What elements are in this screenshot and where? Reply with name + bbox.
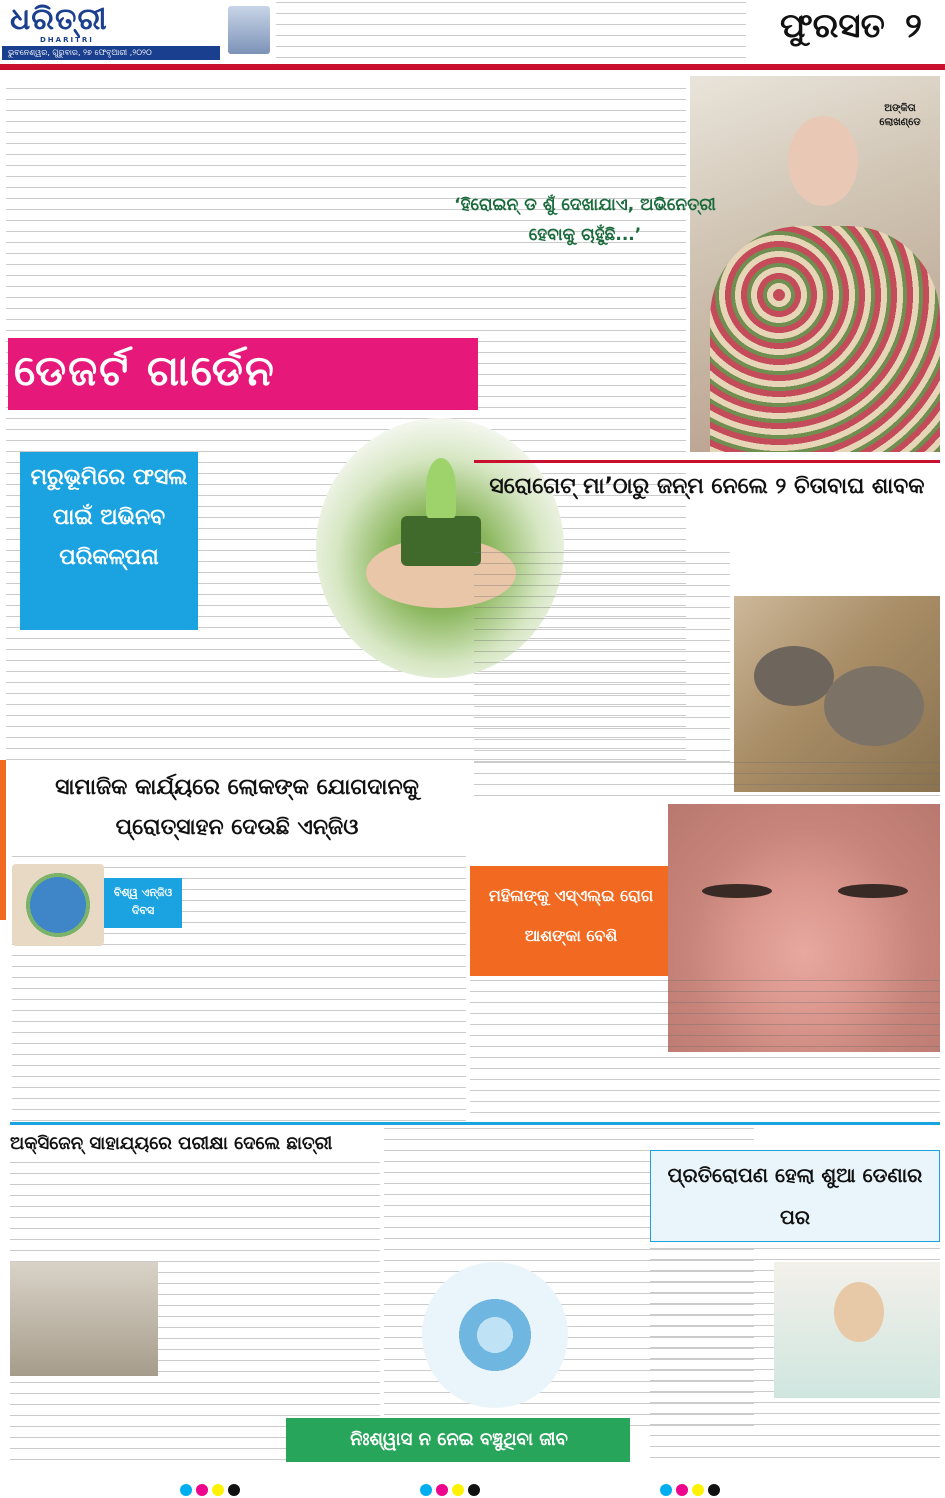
- page-number: ୨: [905, 6, 922, 46]
- advertisement-photo: [228, 6, 270, 54]
- desert-headline: ଡେଜର୍ଟ ଗାର୍ଡେନ: [14, 346, 276, 395]
- ngo-badge-line: ବିଶ୍ୱ ଏନ୍‌ଜିଓ: [113, 886, 173, 899]
- newspaper-logo-sub: DHARITRI: [40, 36, 94, 44]
- actress-name-caption: ଅଙ୍କିତା ଲୋଖଣ୍ଡେ: [879, 103, 921, 128]
- top-news-strip: [276, 2, 746, 60]
- body-text-lines: [474, 552, 730, 762]
- eye-shape: [838, 884, 908, 898]
- globe-photo: [12, 864, 104, 946]
- cheetah-article-body: [474, 552, 730, 762]
- microbe-illustration: [422, 1262, 568, 1408]
- sprout-shape: [426, 458, 456, 518]
- cub-shape: [824, 666, 924, 746]
- desert-subhead: ମରୁଭୂମିରେ ଫସଲ ପାଇଁ ଅଭିନବ ପରିକଳ୍ପନା: [30, 465, 188, 570]
- eye-shape: [702, 884, 772, 898]
- newspaper-logo: ଧରିତ୍ରୀ: [10, 2, 108, 37]
- face-shape: [834, 1282, 884, 1342]
- registration-dot: [708, 1484, 720, 1496]
- oxygen-headline: ଅକ୍ସିଜେନ୍ ସାହାଯ୍ୟରେ ପରୀକ୍ଷା ଦେଲେ ଛାତ୍ରୀ: [10, 1133, 333, 1154]
- dateline: ଭୁବନେଶ୍ୱର, ଗୁରୁବାର, ୨୭ ଫେବୃଆରୀ ,୨୦୨୦: [2, 46, 220, 60]
- registration-dot: [420, 1484, 432, 1496]
- soil-block-shape: [401, 516, 481, 566]
- body-text-lines: [276, 2, 746, 60]
- surgeon-parrot-photo: [774, 1262, 940, 1398]
- cheetah-section-rule: [474, 460, 940, 463]
- ngo-badge-line: ଦିବସ: [131, 904, 155, 917]
- registration-dot: [452, 1484, 464, 1496]
- registration-dot: [212, 1484, 224, 1496]
- ngo-accent-band: [0, 760, 6, 920]
- face-shape: [788, 116, 858, 206]
- registration-dot: [196, 1484, 208, 1496]
- microbe-headline: ନିଃଶ୍ୱାସ ନ ନେଇ ବଞ୍ଚୁଥିବା ଜୀବ: [350, 1429, 568, 1450]
- print-registration-marks: [0, 1472, 945, 1498]
- registration-dot: [660, 1484, 672, 1496]
- transplant-headline: ପ୍ରତିରୋପଣ ହେଲା ଶୁଆ ଡେଣାର ପର: [667, 1163, 923, 1229]
- cub-shape: [754, 646, 834, 706]
- ngo-day-badge: [104, 878, 182, 928]
- registration-dot: [228, 1484, 240, 1496]
- ngo-headline: ସାମାଜିକ କାର୍ଯ୍ୟରେ ଲୋକଙ୍କ ଯୋଗଦାନକୁ ପ୍ରୋତ୍ସାହନ ଦେଉଛି ଏନ୍‌ଜିଓ: [55, 775, 419, 840]
- skin-article-body: [470, 980, 940, 1120]
- actress-photo: [690, 76, 940, 452]
- registration-dot: [692, 1484, 704, 1496]
- registration-dot: [676, 1484, 688, 1496]
- registration-dot: [468, 1484, 480, 1496]
- student-exam-photo: [10, 1262, 158, 1376]
- registration-dot: [436, 1484, 448, 1496]
- section-title: ଫୁରସତ: [780, 6, 885, 46]
- cheetah-headline: ସରୋଗେଟ୍ ମା’ଠାରୁ ଜନ୍ମ ନେଲେ ୨ ଚିତାବାଘ ଶାବକ: [489, 474, 925, 499]
- body-text-lines: [474, 762, 940, 802]
- floral-dress-shape: [710, 226, 940, 452]
- masthead-rule: [0, 64, 945, 70]
- lower-section-rule: [10, 1122, 940, 1125]
- registration-dot: [180, 1484, 192, 1496]
- body-text-lines: [470, 980, 940, 1120]
- actress-quote: ‘ହିରୋଇନ୍ ଡ ଶୁଁ ଦେଖାଯାଏ, ଅଭିନେତ୍ରୀ ହେବାକୁ ଚାହୁଁଛି...’: [454, 195, 716, 245]
- cheetah-article-body-continued: [474, 762, 940, 802]
- skin-headline: ମହିଳାଙ୍କୁ ଏସ୍‌ଏଲ୍‌ଇ ରୋଗ ଆଶଙ୍କା ବେଶି: [488, 886, 654, 945]
